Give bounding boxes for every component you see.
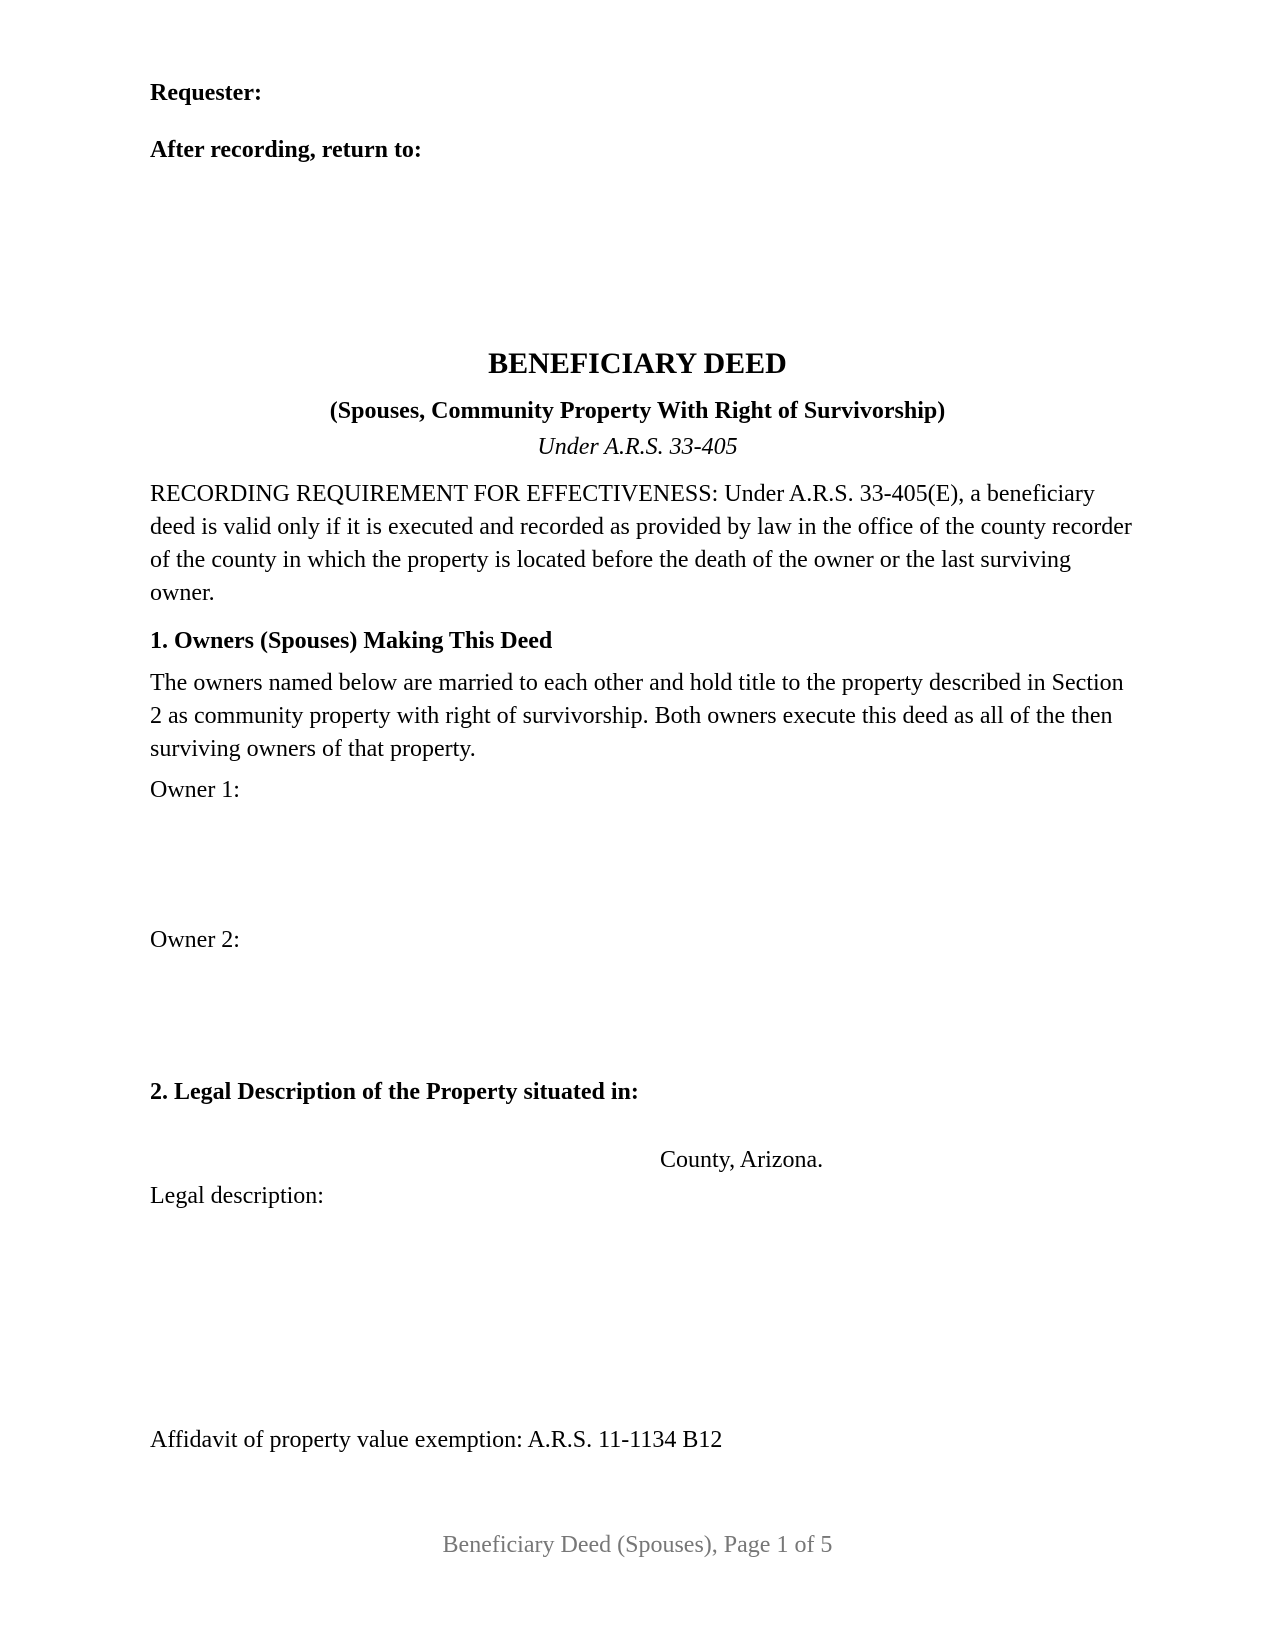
section2-heading: 2. Legal Description of the Property situated in: <box>150 1079 639 1105</box>
document-subtitle: (Spouses, Community Property With Right of Survivorship) <box>329 398 946 424</box>
requester-label: Requester: <box>150 80 262 106</box>
owner2-label: Owner 2: <box>150 927 240 953</box>
statute-reference: Under A.R.S. 33-405 <box>537 434 738 460</box>
county-arizona-label: County, Arizona. <box>660 1147 824 1173</box>
owner1-label: Owner 1: <box>150 777 240 803</box>
section1-heading: 1. Owners (Spouses) Making This Deed <box>150 628 553 654</box>
return-to-label: After recording, return to: <box>150 137 422 163</box>
page-footer: Beneficiary Deed (Spouses), Page 1 of 5 <box>442 1532 833 1558</box>
affidavit-exemption-text: Affidavit of property value exemption: A.R.S. 11-1134 B12 <box>150 1427 723 1453</box>
legal-description-label: Legal description: <box>150 1183 324 1209</box>
section1-body: The owners named below are married to each other and hold title to the property described in Section 2 as community property with right of survivorship. Both owners execute this deed as all of the then surviving owners of that property. <box>150 670 1124 762</box>
document-title: BENEFICIARY DEED <box>488 347 787 380</box>
recording-requirement-paragraph: RECORDING REQUIREMENT FOR EFFECTIVENESS: Under A.R.S. 33-405(E), a beneficiary deed is valid only if it is executed and recorded as provided by law in the office of the county recorder of the county in which the property is located before the death of the owner or the last surviving owner. <box>150 481 1132 606</box>
